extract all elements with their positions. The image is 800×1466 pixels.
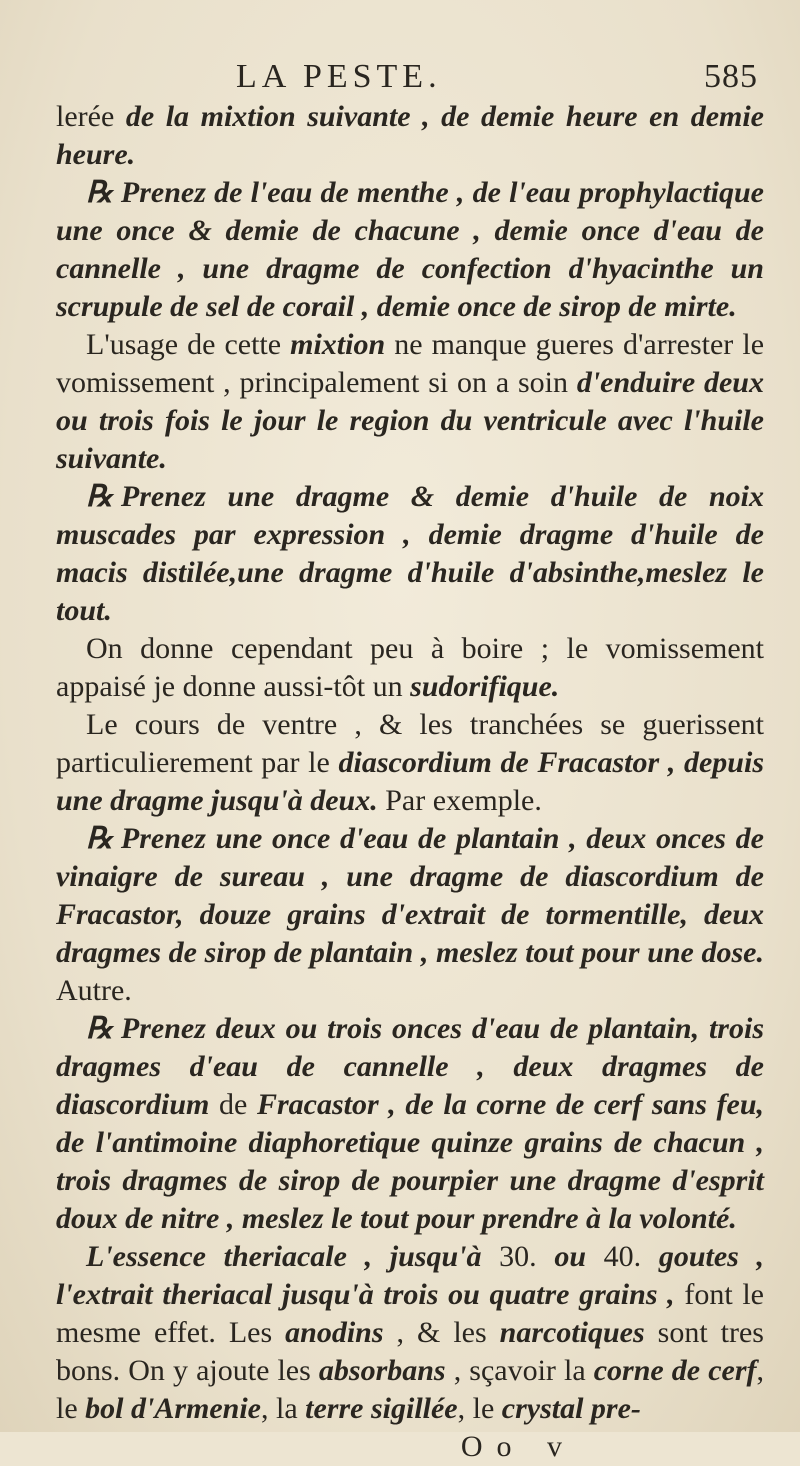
text-segment: Prenez de l'eau de menthe , de l'eau prophylactique une once & demie de chacune , demie once d'eau de cannelle , une dragme de confection d'hyacinthe un scrupule de sel de corail , demie once de sirop de mirte. — [56, 176, 764, 323]
text-segment: , le — [457, 1392, 502, 1425]
text-segment: ne manque gueres d'arrester le vomissement , principalement si on a soin — [56, 328, 765, 399]
text-segment: Prenez une dragme & demie d'huile de noix muscades par expression , demie dragme d'huile de macis distilée,une dragme d'huile d'absinthe,meslez le tout. — [56, 480, 764, 627]
text-segment: corne de cerf — [593, 1354, 757, 1387]
signature-mark: Oo v — [460, 1430, 576, 1463]
paragraph-p8 — [56, 1010, 764, 1238]
text-segment: bol d'Armenie — [85, 1392, 261, 1425]
text-segment: On donne cependant peu à boire ; le vomissement appaisé je donne aussi-tôt un — [56, 632, 764, 703]
paragraph-p3 — [56, 326, 764, 478]
text-segment: crystal pre- — [501, 1392, 641, 1425]
text-segment: , la — [261, 1392, 306, 1425]
text-segment: L'essence theriacale , jusqu'à — [86, 1240, 500, 1273]
text-segment: absorbans — [318, 1354, 446, 1387]
recipe-symbol: ℞ — [86, 176, 113, 209]
recipe-symbol: ℞ — [86, 1012, 113, 1045]
text-segment: de — [219, 1088, 248, 1121]
text-segment: ou — [554, 1240, 586, 1273]
text-segment: diascordium de Fracastor , depuis une dragme jusqu'à deux. — [56, 746, 764, 817]
text-segment: anodins — [285, 1316, 384, 1349]
text-segment: Prenez deux ou trois onces d'eau de plantain, trois dragmes d'eau de cannelle , deux dragmes de diascordium — [56, 1012, 764, 1121]
page-number: 585 — [704, 58, 758, 95]
running-title: LA PESTE. — [236, 58, 442, 95]
text-segment: lerée — [56, 100, 126, 133]
text-segment: d'enduire deux ou trois fois le jour le region du ventricule avec l'huile suivante. — [56, 366, 764, 475]
running-header — [56, 58, 764, 98]
text-segment: 40. — [586, 1240, 659, 1273]
paragraph-p4 — [56, 478, 764, 630]
text-segment: , & les — [383, 1316, 500, 1349]
recipe-symbol: ℞ — [86, 822, 113, 855]
text-segment: goutes , l'extrait theriacal jusqu'à trois ou quatre grains , — [56, 1240, 765, 1311]
paragraph-p1 — [56, 98, 764, 174]
paragraph-p2 — [56, 174, 764, 326]
text-segment: de la mixtion suivante , de demie heure en demie heure. — [56, 100, 764, 171]
paragraph-p6 — [56, 706, 764, 820]
text-segment: mixtion — [290, 328, 386, 361]
text-segment: terre sigillée — [305, 1392, 458, 1425]
text-segment: narcotiques — [499, 1316, 645, 1349]
paragraph-p5 — [56, 630, 764, 706]
text-segment: Le cours de ventre , & les tranchées se guerissent particulierement par le — [56, 708, 764, 779]
body-text — [56, 98, 764, 1428]
text-segment: L'usage de cette — [86, 328, 291, 361]
text-segment: Par exemple. — [377, 784, 542, 817]
text-segment: Fracastor , de la corne de cerf sans feu, de l'antimoine diaphoretique quinze grains de chacun , trois dragmes de sirop de pourpier une dragme d'esprit doux de nitre , meslez le tout pour prendre à la volonté. — [56, 1088, 764, 1235]
recipe-symbol: ℞ — [86, 480, 113, 513]
paragraph-p7 — [56, 820, 764, 1010]
text-segment: font le mesme effet. Les — [56, 1278, 764, 1349]
text-segment: Prenez une once d'eau de plantain , deux onces de vinaigre de sureau , une dragme de diascordium de Fracastor, douze grains d'extrait de tormentille, deux dragmes de sirop de plantain , meslez tout pour une dose. — [56, 822, 764, 969]
text-segment: sudorifique. — [410, 670, 560, 703]
text-segment: sont tres bons. On y ajoute les — [56, 1316, 764, 1387]
text-segment: 30. — [499, 1240, 555, 1273]
text-segment: , le — [56, 1354, 765, 1425]
text-segment: , sçavoir la — [445, 1354, 594, 1387]
paragraph-p9 — [56, 1238, 764, 1428]
text-segment: Autre. — [56, 974, 132, 1007]
